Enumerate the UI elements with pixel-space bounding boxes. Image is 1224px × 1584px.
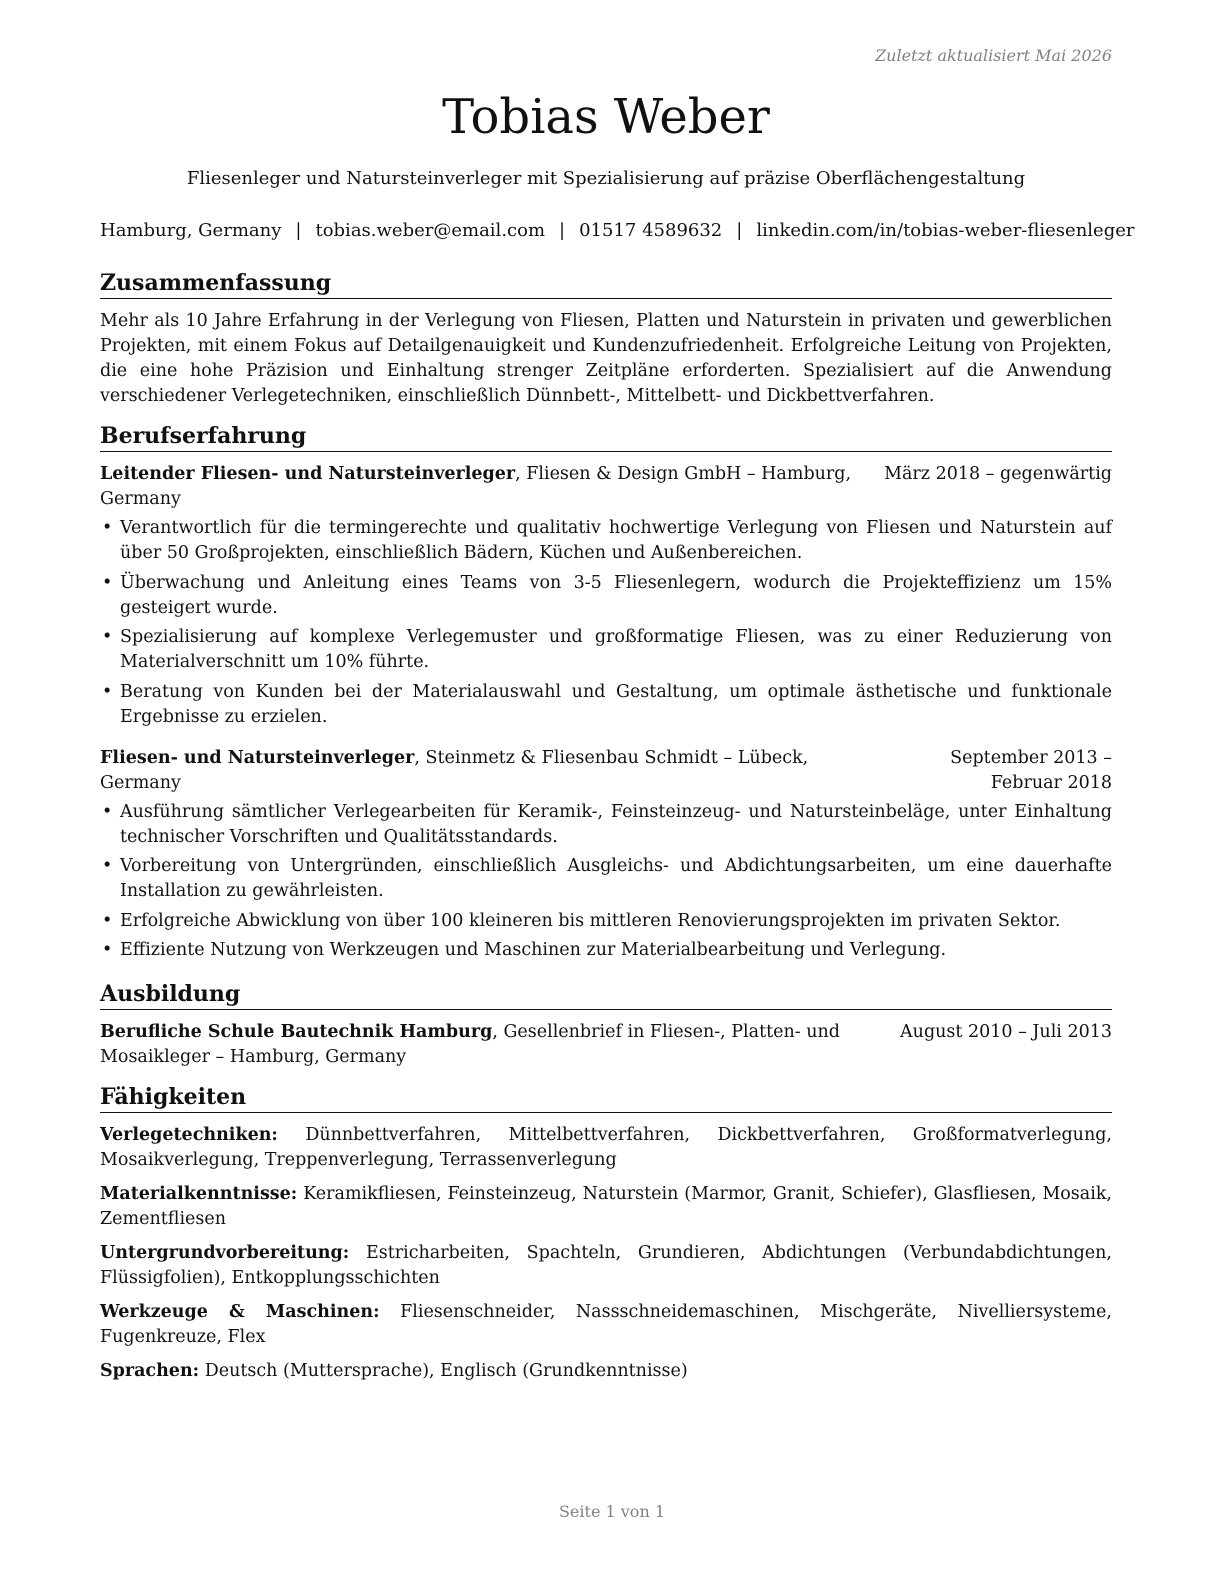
candidate-name: Tobias Weber: [442, 89, 770, 145]
job-bullet: [100, 680, 1112, 730]
job-bullet: [100, 571, 1112, 621]
page-number: Seite 1 von 1: [558, 1502, 666, 1521]
job-company: , Fliesen & Design GmbH – Hamburg, Germany: [100, 464, 852, 509]
bullet-text: Erfolgreiche Abwicklung von über 100 kleineren bis mittleren Renovierungsprojekten im privaten Sektor.: [120, 910, 1061, 931]
job-bullet: [100, 800, 1112, 850]
bullet-text: Effiziente Nutzung von Werkzeugen und Maschinen zur Materialbearbeitung und Verlegung.: [120, 940, 947, 960]
bullet-icon: •: [102, 910, 113, 931]
contact-linkedin[interactable]: linkedin.com/in/tobias-weber-fliesenleger: [756, 220, 1135, 241]
bullet-text: Beratung von Kunden bei der Materialauswahl und Gestaltung, um optimale ästhetische und funktionale Ergebnisse zu erzielen.: [120, 681, 1112, 727]
contact-separator: |: [559, 220, 566, 241]
job-header: [100, 746, 1112, 796]
bullet-text: Verantwortlich für die termingerechte und qualitativ hochwertige Verlegung von Fliesen und Naturstein auf über 50 Großprojekten, einschließlich Bädern, Küchen und Außenbereichen.: [120, 518, 1112, 563]
skill-value: Dünnbettverfahren, Mittelbettverfahren, Dickbettverfahren, Großformatverlegung, Mosaikverlegung, Treppenverlegung, Terrassenverlegung: [100, 1125, 1112, 1170]
skill-label: Verlegetechniken:: [100, 1125, 278, 1145]
tagline: Fliesenleger und Natursteinverleger mit Spezialisierung auf präzise Oberflächengestaltung: [186, 168, 1026, 189]
job-bullets: [100, 516, 1112, 730]
resume-page: [100, 0, 1135, 1584]
job-company: , Steinmetz & Fliesenbau Schmidt – Lübeck, Germany: [100, 747, 809, 793]
job-role-line: [100, 462, 868, 512]
job-entry: [100, 746, 1112, 964]
bullet-icon: •: [102, 801, 113, 822]
bullet-icon: •: [102, 681, 113, 702]
education-detail: , Gesellenbrief in Fliesen-, Platten- und Mosaikleger – Hamburg, Germany: [100, 1022, 840, 1067]
summary-text: Mehr als 10 Jahre Erfahrung in der Verlegung von Fliesen, Platten und Naturstein in privaten und gewerblichen Projekten, mit einem Fokus auf Detailgenauigkeit und Kundenzufriedenheit. Erfolgreiche Leitung von Projekten, die eine hohe Präzision und Einhaltung strenger Zeitpläne erforderten. Spezialisiert auf die Anwendung verschiedener Verlegetechniken, einschließlich Dünnbett-, Mittelbett- und Dickbettverfahren.: [100, 311, 1112, 406]
contact-separator: |: [736, 220, 743, 241]
bullet-icon: •: [102, 518, 113, 538]
skill-row: [100, 1123, 1112, 1173]
job-bullets: [100, 800, 1112, 964]
bullet-text: Vorbereitung von Untergründen, einschließlich Ausgleichs- und Abdichtungsarbeiten, um eine dauerhafte Installation zu gewährleisten.: [120, 856, 1112, 901]
job-header: [100, 462, 1112, 512]
job-bullet: [100, 625, 1112, 675]
bullet-icon: •: [102, 940, 113, 960]
job-bullet: [100, 516, 1112, 566]
skills-section: [100, 1082, 1112, 1384]
skill-value: Keramikfliesen, Feinsteinzeug, Naturstein (Marmor, Granit, Schiefer), Glasfliesen, Mosaik, Zementfliesen: [100, 1184, 1112, 1229]
education-section: [100, 979, 1112, 1070]
bullet-text: Spezialisierung auf komplexe Verlegemuster und großformatige Fliesen, was zu einer Reduzierung von Materialverschnitt um 10% führte.: [120, 627, 1112, 672]
bullet-icon: •: [102, 627, 113, 647]
skill-value: Deutsch (Muttersprache), Englisch (Grundkenntnisse): [199, 1361, 688, 1381]
skill-label: Sprachen:: [100, 1361, 200, 1381]
job-role: Fliesen- und Natursteinverleger: [100, 747, 415, 768]
contact-email[interactable]: tobias.weber@email.com: [315, 220, 546, 241]
last-updated: Zuletzt aktualisiert Mai 2026: [875, 46, 1112, 65]
section-title-summary: Zusammenfassung: [100, 268, 1112, 299]
job-role: Leitender Fliesen- und Natursteinverleger: [100, 464, 516, 484]
skill-row: [100, 1182, 1112, 1232]
education-dates: August 2010 – Juli 2013: [900, 1022, 1112, 1042]
skill-value: Estricharbeiten, Spachteln, Grundieren, Abdichtungen (Verbundabdichtungen, Flüssigfolien), Entkopplungsschichten: [100, 1243, 1112, 1288]
skill-value: Fliesenschneider, Nassschneidemaschinen, Mischgeräte, Nivelliersysteme, Fugenkreuze, Flex: [100, 1302, 1112, 1347]
experience-section: [100, 421, 1112, 963]
bullet-icon: •: [102, 572, 113, 593]
contact-separator: |: [295, 220, 302, 241]
section-title-education: Ausbildung: [100, 979, 1112, 1010]
skill-row: [100, 1241, 1112, 1291]
job-entry: [100, 462, 1112, 730]
contact-line: [100, 219, 1135, 243]
bullet-text: Ausführung sämtlicher Verlegearbeiten für Keramik-, Feinsteinzeug- und Natursteinbeläge, unter Einhaltung technischer Vorschriften und Qualitätsstandards.: [120, 801, 1112, 847]
section-title-skills: Fähigkeiten: [100, 1082, 1112, 1113]
job-bullet: [100, 938, 1112, 963]
skill-label: Untergrundvorbereitung:: [100, 1243, 350, 1263]
resume-content: [100, 268, 1112, 1396]
section-title-experience: Berufserfahrung: [100, 421, 1112, 452]
skill-label: Werkzeuge & Maschinen:: [100, 1302, 380, 1322]
bullet-icon: •: [102, 856, 113, 876]
job-bullet: [100, 909, 1112, 934]
education-entry: [100, 1020, 1112, 1070]
summary-section: [100, 268, 1112, 409]
skill-row: [100, 1359, 1112, 1384]
skill-label: Materialkenntnisse:: [100, 1184, 298, 1204]
job-dates: März 2018 – gegenwärtig: [884, 464, 1112, 484]
skill-row: [100, 1300, 1112, 1350]
job-bullet: [100, 854, 1112, 904]
contact-location: Hamburg, Germany: [100, 220, 282, 241]
education-school: Berufliche Schule Bautechnik Hamburg: [100, 1022, 493, 1042]
job-dates: September 2013 – Februar 2018: [950, 747, 1112, 793]
job-role-line: [100, 746, 861, 796]
contact-phone[interactable]: 01517 4589632: [579, 220, 723, 241]
education-line: [100, 1020, 866, 1070]
bullet-text: Überwachung und Anleitung eines Teams von 3-5 Fliesenlegern, wodurch die Projekteffizienz um 15% gesteigert wurde.: [120, 572, 1112, 618]
